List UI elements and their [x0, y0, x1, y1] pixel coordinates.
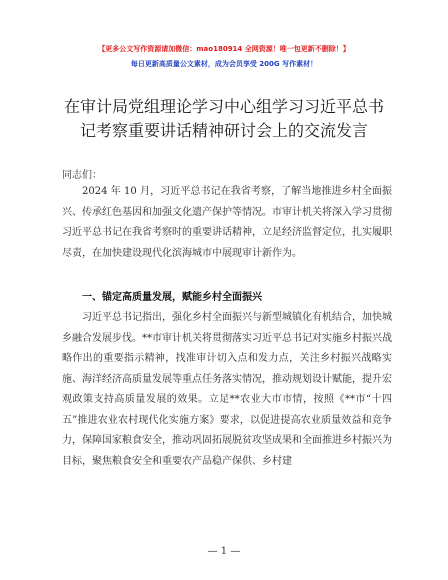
section-heading-1: 一、锚定高质量发展，赋能乡村全面振兴 [82, 292, 262, 303]
body-paragraph-2: 习近平总书记指出，强化乡村全面振兴与新型城镇化有机结合，加快城乡融合发展步伐。**市审计机关将贯彻落实习近平总书记对实施乡村振兴战略作出的重要指示精神，找准审计切入点和发力点，关注乡村振兴战略实施、海洋经济高质量发展等重点任务落实情况，推动规划设计赋能，提升宏观政策支持高质量发展的效果。立足**农业大市市情，按照《**市“十四五”推进农业农村现代化实施方案》要求，以促进提高农业质量效益和竞争力，保障国家粮食安全，推动巩固拓展脱贫攻坚成果和全面推进乡村振兴为目标，聚焦粮食安全和重要农产品稳产保供、乡村建 [62, 312, 392, 467]
body-paragraph-1: 2024 年 10 月，习近平总书记在我省考察，了解当地推进乡村全面振兴、传承红色基因和加强文化遗产保护等情况。市审计机关将深入学习贯彻习近平总书记在我省考察时的重要讲话精神，立足经济监督定位，扎实履职尽责，在加快建设现代化滨海城市中展现审计新作为。 [62, 186, 392, 259]
document-title-line-1: 在审计局党组理论学习中心组学习习近平总书 [63, 97, 384, 116]
page-number: — 1 — [207, 546, 241, 557]
promo-banner-blue: 每日更新高质量公文素材，成为会员享受 200G 写作素材！ [130, 60, 318, 68]
salutation: 同志们： [62, 170, 102, 181]
document-title [50, 95, 398, 143]
promo-banner-red: 【更多公文写作资源请加微信：mao180914 全网资源！唯一包更新不删除！】 [98, 45, 350, 53]
document-title-line-2: 记考察重要讲话精神研讨会上的交流发言 [79, 121, 368, 140]
